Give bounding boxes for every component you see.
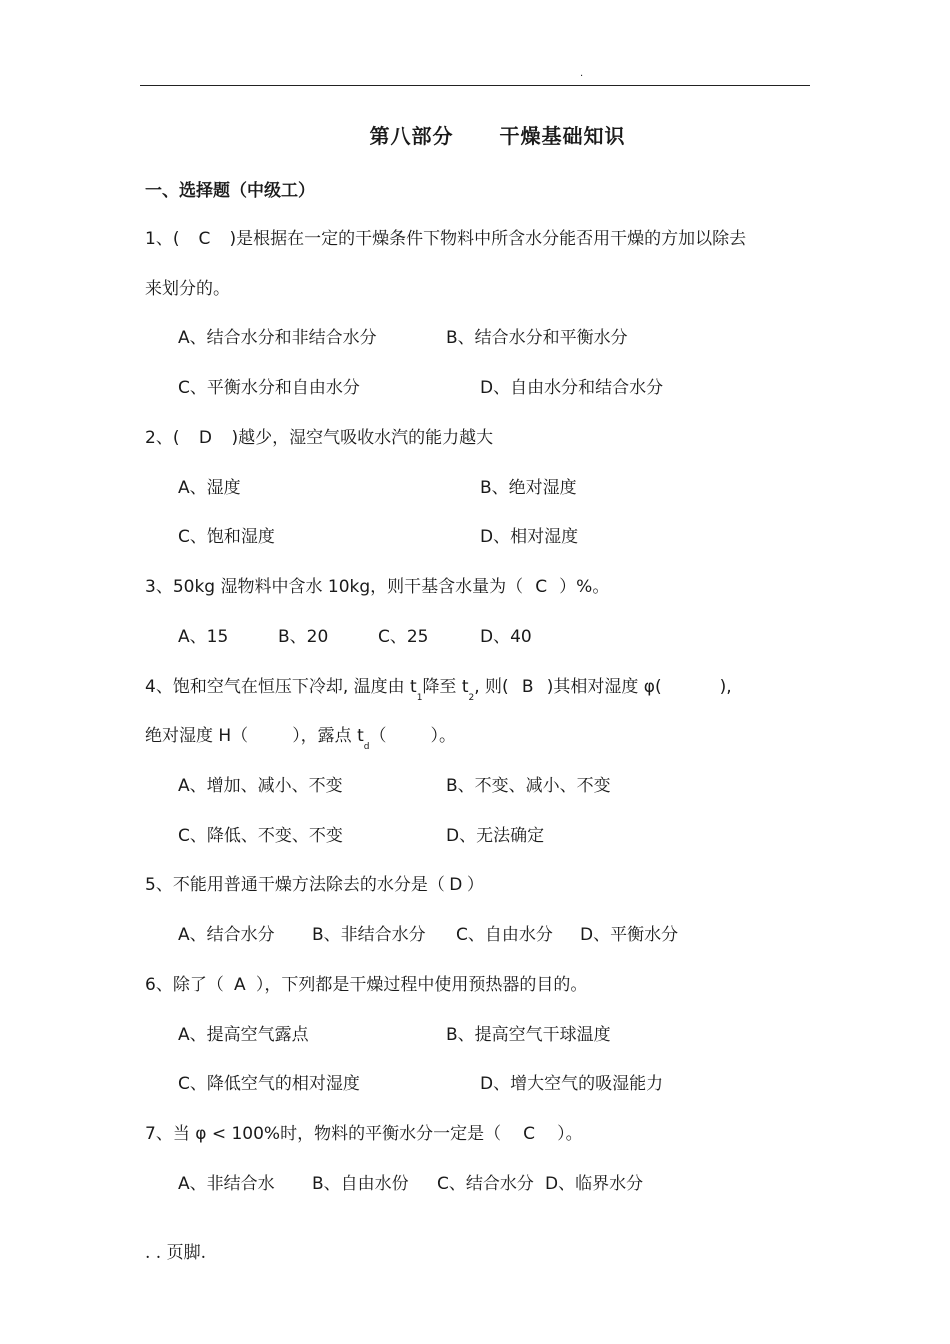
q4-option-c: C、降低、不变、不变 xyxy=(178,826,343,846)
q2-option-b: B、绝对湿度 xyxy=(480,478,577,498)
question-6: 6、除了（ A ），下列都是干燥过程中使用预热器的目的。 xyxy=(145,975,588,995)
question-3: 3、50kg 湿物料中含水 10kg，则干基含水量为（ C ）%。 xyxy=(145,577,610,597)
answer-2: D xyxy=(198,428,212,448)
q1-option-c: C、平衡水分和自由水分 xyxy=(178,378,360,398)
question-1: 1、( C )是根据在一定的干燥条件下物料中所含水分能否用干燥的方加以除去 xyxy=(145,229,747,249)
q1-option-d: D、自由水分和结合水分 xyxy=(480,378,664,398)
q4-option-a: A、增加、减小、不变 xyxy=(178,776,343,796)
question-1-cont: 来划分的。 xyxy=(145,279,230,299)
header-dot: . xyxy=(580,68,584,79)
q1-option-a: A、结合水分和非结合水分 xyxy=(178,328,377,348)
q5-option-b: B、非结合水分 xyxy=(312,925,426,945)
q5-option-c: C、自由水分 xyxy=(456,925,553,945)
q7-option-b: B、自由水份 xyxy=(312,1174,409,1194)
q5-option-d: D、平衡水分 xyxy=(580,925,679,945)
q3-option-a: A、15 xyxy=(178,627,229,647)
q2-option-d: D、相对湿度 xyxy=(480,527,579,547)
q1-option-b: B、结合水分和平衡水分 xyxy=(446,328,628,348)
q3-option-c: C、25 xyxy=(378,627,429,647)
q2-option-c: C、饱和湿度 xyxy=(178,527,275,547)
q3-option-b: B、20 xyxy=(278,627,329,647)
q4-option-d: D、无法确定 xyxy=(446,826,545,846)
q5-option-a: A、结合水分 xyxy=(178,925,275,945)
q7-option-a: A、非结合水 xyxy=(178,1174,275,1194)
q6-option-d: D、增大空气的吸湿能力 xyxy=(480,1074,664,1094)
q2-option-a: A、湿度 xyxy=(178,478,241,498)
q6-option-b: B、提高空气干球温度 xyxy=(446,1025,611,1045)
question-5: 5、不能用普通干燥方法除去的水分是（ D ） xyxy=(145,875,484,895)
answer-4: B xyxy=(521,677,534,697)
question-7: 7、当 φ < 100%时，物料的平衡水分一定是（ C ）。 xyxy=(145,1124,583,1144)
answer-5: D xyxy=(449,875,463,895)
page-title xyxy=(0,120,950,149)
q7-option-d: D、临界水分 xyxy=(545,1174,644,1194)
question-2: 2、( D )越少，湿空气吸收水汽的能力越大 xyxy=(145,428,494,448)
page-footer: . . 页脚. xyxy=(145,1243,207,1263)
q4-option-b: B、不变、减小、不变 xyxy=(446,776,611,796)
q7-option-c: C、结合水分 xyxy=(437,1174,534,1194)
answer-3: C xyxy=(535,577,548,597)
answer-7: C xyxy=(523,1124,536,1144)
answer-6: A xyxy=(234,975,246,995)
title-part: 第八部分 xyxy=(369,124,454,148)
section-heading: 一、选择题（中级工） xyxy=(145,181,315,201)
question-4-cont: 绝对湿度 H（ ），露点 $t_d$（ ）。 xyxy=(145,726,456,752)
q3-option-d: D、40 xyxy=(480,627,532,647)
question-4: 4、饱和空气在恒压下冷却, 温度由 $t_1$降至 $t_2$, 则( B )其相对湿度 φ( ), xyxy=(145,677,732,703)
header-rule xyxy=(140,85,810,86)
title-name: 干燥基础知识 xyxy=(499,124,626,148)
answer-1: C xyxy=(198,229,211,249)
q6-option-c: C、降低空气的相对湿度 xyxy=(178,1074,360,1094)
q6-option-a: A、提高空气露点 xyxy=(178,1025,309,1045)
